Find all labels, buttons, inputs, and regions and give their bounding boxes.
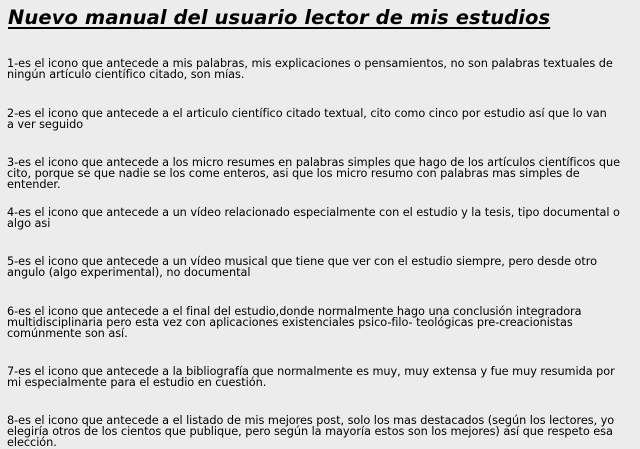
list-item-4: 4-es el icono que antecede a un vídeo relacionado especialmente con el estudio y la tesis, tipo documental o algo asi — [7, 206, 620, 230]
list-item-3: 3-es el icono que antecede a los micro resumes en palabras simples que hago de los artículos científicos que cito, porque se que nadie se los come enteros, asi que los micro resumo con palabras mas simples de entender. — [7, 156, 620, 191]
list-item-7: 7-es el icono que antecede a la bibliografía que normalmente es muy, muy extensa y fue muy resumida por mi especialmente para el estudio en cuestión. — [7, 365, 615, 389]
list-item-8: 8-es el icono que antecede a el listado de mis mejores post, solo los mas destacados (según los lectores, yo elegiría otros de los cientos que publique, pero según la mayoría estos son los mejores) así que respeto esa elección. — [7, 414, 615, 449]
page-title: Nuevo manual del usuario lector de mis estudios — [8, 6, 551, 29]
list-item-1: 1-es el icono que antecede a mis palabras, mis explicaciones o pensamientos, no son palabras textuales de ningún artículo científico citado, son mías. — [7, 57, 613, 81]
list-item-6: 6-es el icono que antecede a el final del estudio,donde normalmente hago una conclusión integradora multidisciplinaria pero esta vez con aplicaciones existenciales psico-filo- teológicas pre-creacionistas comúnmente son así. — [7, 305, 582, 340]
list-item-2: 2-es el icono que antecede a el articulo científico citado textual, cito como cinco por estudio así que lo van a ver seguido — [7, 107, 607, 131]
list-item-5: 5-es el icono que antecede a un vídeo musical que tiene que ver con el estudio siempre, pero desde otro angulo (algo experimental), no documental — [7, 255, 597, 279]
